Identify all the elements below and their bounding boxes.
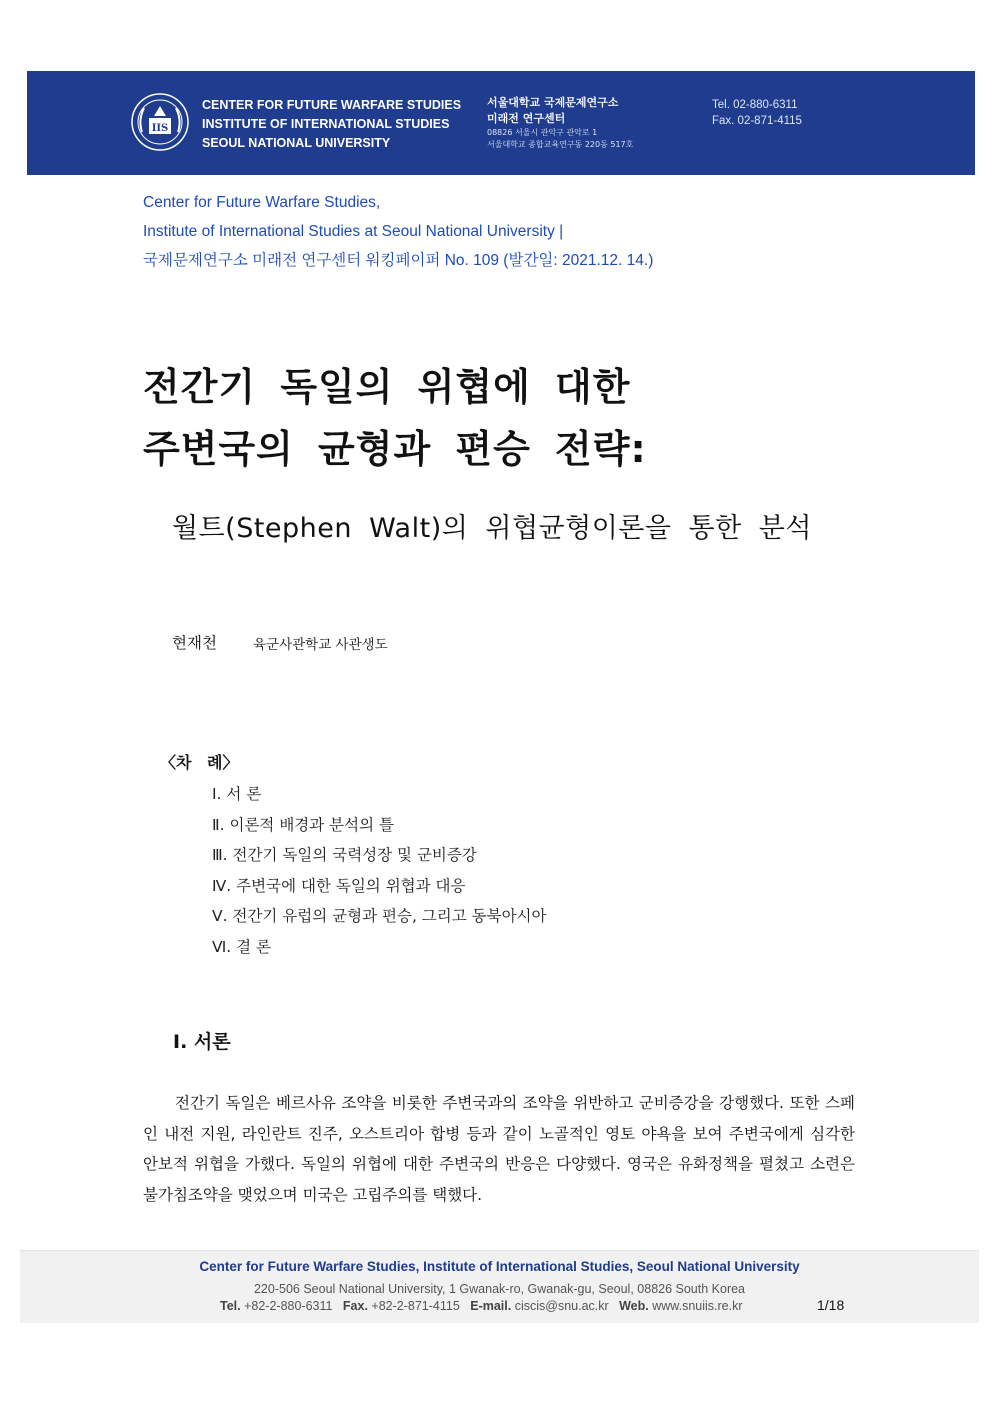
series-info [143, 188, 653, 275]
toc-item: Ⅰ. 서 론 [212, 785, 262, 803]
institute-line-2: INSTITUTE OF INTERNATIONAL STUDIES [202, 117, 450, 131]
institute-line-3: SEOUL NATIONAL UNIVERSITY [202, 136, 391, 150]
header-fax: Fax. 02-871-4115 [712, 115, 802, 127]
series-line-2: Institute of International Studies at Seoul National University | [143, 223, 564, 240]
toc-item: Ⅴ. 전간기 유럽의 균형과 편승, 그리고 동북아시아 [212, 907, 547, 925]
toc-item: Ⅳ. 주변국에 대한 독일의 위협과 대응 [212, 876, 466, 895]
footer-web[interactable]: www.snuiis.re.kr [652, 1299, 743, 1313]
footer-tel-label: Tel. [220, 1299, 241, 1313]
header-tel: Tel. 02-880-6311 [712, 99, 798, 111]
footer-fax-label: Fax. [342, 1299, 368, 1313]
footer-institute: Center for Future Warfare Studies, Institute of International Studies, Seoul National University [199, 1259, 800, 1274]
header-banner [27, 71, 975, 175]
institute-line-1: CENTER FOR FUTURE WARFARE STUDIES [202, 98, 462, 112]
address-ko-line-2: 서울대학교 종합교육연구동 220동 517호 [487, 140, 634, 149]
series-line-1: Center for Future Warfare Studies, [143, 194, 381, 211]
institute-ko-line-1: 서울대학교 국제문제연구소 [487, 96, 619, 109]
footer-email[interactable]: ciscis@snu.ac.kr [514, 1299, 609, 1313]
table-of-contents [212, 779, 547, 962]
footer-email-label: E-mail. [470, 1299, 512, 1313]
toc-item: Ⅱ. 이론적 배경과 분석의 틀 [212, 815, 394, 834]
address-ko-line-1: 08826 서울시 관악구 관악로 1 [487, 128, 598, 137]
page-footer [20, 1250, 979, 1323]
footer-web-label: Web. [619, 1299, 649, 1313]
toc-item: Ⅵ. 결 론 [212, 937, 272, 956]
footer-tel: +82-2-880-6311 [244, 1299, 333, 1313]
author-name: 현재천 [172, 634, 217, 652]
footer-address: 220-506 Seoul National University, 1 Gwanak-ro, Gwanak-gu, Seoul, 08826 South Korea [253, 1282, 746, 1296]
title-line-1: 전간기 독일의 위협에 대한 [143, 365, 631, 409]
toc-heading: 〈차 례〉 [160, 753, 239, 772]
svg-text:IIS: IIS [151, 123, 169, 134]
institute-english-name [202, 96, 461, 153]
header-contact [712, 97, 802, 129]
footer-fax: +82-2-871-4115 [371, 1299, 460, 1313]
institute-ko-line-2: 미래전 연구센터 [487, 112, 566, 125]
university-seal-logo [130, 92, 190, 152]
paper-title [143, 356, 647, 480]
footer-contact [220, 1299, 743, 1313]
paper-subtitle: 월트(Stephen Walt)의 위협균형이론을 통한 분석 [172, 513, 812, 544]
page-number: 1/18 [817, 1297, 845, 1313]
institute-korean-name [487, 95, 633, 151]
toc-item: Ⅲ. 전간기 독일의 국력성장 및 군비증강 [212, 846, 477, 864]
section-heading: Ⅰ. 서론 [173, 1031, 231, 1053]
author-affiliation: 육군사관학교 사관생도 [253, 637, 388, 653]
series-line-3: 국제문제연구소 미래전 연구센터 워킹페이퍼 No. 109 (발간일: 2021.12. 14.) [143, 252, 654, 269]
body-paragraph: 전간기 독일은 베르사유 조약을 비롯한 주변국과의 조약을 위반하고 군비증강을 강행했다. 또한 스페인 내전 지원, 라인란트 진주, 오스트리아 합병 등과 같이 노골적인 영토 야욕을 보여 주변국에게 심각한 안보적 위협을 가했다. 독일의 위협에 대한 주변국의 반응은 다양했다. 영국은 유화정책을 펼쳤고 소련은 불가침조약을 맺었으며 미국은 고립주의를 택했다. [143, 1094, 855, 1204]
title-line-2: 주변국의 균형과 편승 전략: [143, 427, 647, 471]
